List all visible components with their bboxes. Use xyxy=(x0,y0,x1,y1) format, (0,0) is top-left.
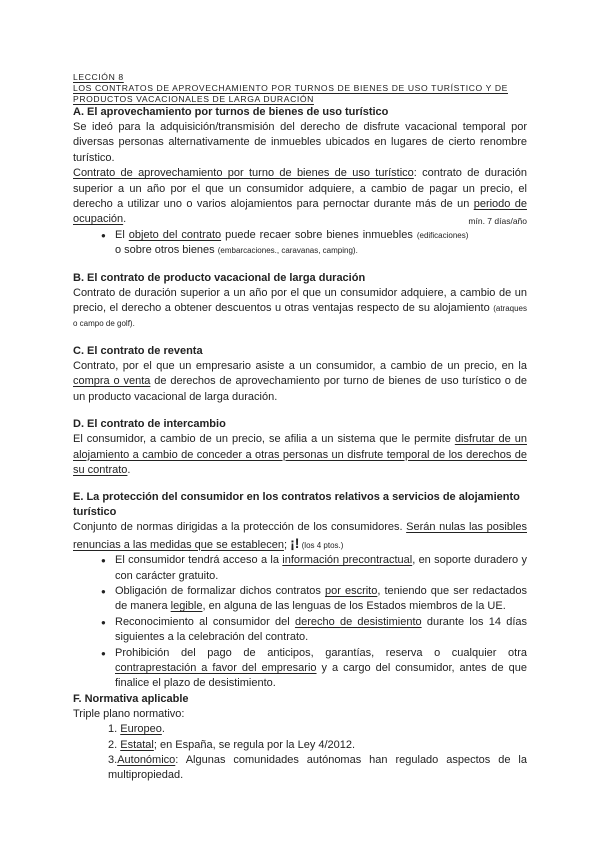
i1-post: . xyxy=(161,723,165,736)
section-f xyxy=(73,692,527,784)
b2-mid: , teniendo que ser redactados de manera xyxy=(115,584,528,613)
section-a-list xyxy=(73,228,527,259)
b1-post: , en soporte duradero y con carácter gratuito. xyxy=(115,554,527,582)
b1-pre: El consumidor tendrá acceso a la xyxy=(115,554,283,567)
item-number: 2. xyxy=(108,738,121,751)
section-d-text-1: El consumidor, a cambio de un precio, se afilia a un sistema que le permite xyxy=(73,433,455,446)
in-writing-term: por escrito xyxy=(324,584,378,597)
section-e-intro-text: Conjunto de normas dirigidas a la protección de los consumidores. xyxy=(73,521,407,534)
i3-post: : Algunas comunidades autónomas han regulado aspectos de la multipropiedad. xyxy=(108,754,527,782)
list-item xyxy=(101,615,527,646)
definition-end: . xyxy=(123,213,127,226)
section-c xyxy=(73,344,527,405)
points-note: (los 4 ptos.) xyxy=(299,540,344,550)
section-b-heading: B. El contrato de producto vacacional de larga duración xyxy=(73,271,366,284)
buy-sell-term: compra o venta xyxy=(73,375,151,388)
b4-post: y a cargo del consumidor, antes de que finalice el plazo de desistimiento. xyxy=(115,661,527,690)
definition-text: : contrato de duración superior a un año por el que un consumidor adquiere, a cambio de pagar un precio, el derecho a utilizar uno o varios alojamientos para pernoctar durante más de un xyxy=(73,167,527,211)
section-e-list xyxy=(73,553,527,692)
b2-pre: Obligación de formalizar dichos contratos xyxy=(115,584,325,597)
section-f-intro: Triple plano normativo: xyxy=(73,707,185,720)
section-d-text-2: . xyxy=(127,463,131,476)
section-e-intro-sep: ; xyxy=(283,538,291,551)
section-e-heading: E. La protección del consumidor en los contratos relativos a servicios de alojamiento turístico xyxy=(73,491,520,519)
section-a-paragraph-1: Se ideó para la adquisición/transmisión del derecho de disfrute vacacional temporal por diversas personas alternativamente de inmuebles ubicados en lugares de cierto renombre turístico. xyxy=(73,121,527,164)
regional-term: Autonómico xyxy=(117,754,176,766)
section-c-text-2: de derechos de aprovechamiento por turno de bienes de uso turístico o de un producto vacacional de larga duración. xyxy=(73,375,527,403)
section-b-text: Contrato de duración superior a un año por el que un consumidor adquiere, a cambio de un precio, el derecho a obtener descuentos u otras ventajas respecto de su alojamiento xyxy=(73,286,527,315)
contract-object-term: objeto del contrato xyxy=(128,228,222,241)
exclamation-mark: ¡! xyxy=(290,534,300,551)
bullet-text: puede recaer sobre bienes inmuebles xyxy=(221,228,417,241)
consideration-term: contraprestación a favor del empresario xyxy=(115,661,317,674)
nullity-term: Serán nulas las posibles renuncias a las medidas que se establecen xyxy=(73,521,527,551)
list-item xyxy=(101,228,527,259)
state-term: Estatal xyxy=(120,738,154,751)
section-a-heading: A. El aprovechamiento por turnos de bienes de uso turístico xyxy=(73,106,389,118)
precontractual-info-term: información precontractual xyxy=(282,554,413,567)
section-b-paragraph xyxy=(73,286,527,332)
section-a-paragraph-2 xyxy=(73,166,527,228)
definition-term: Contrato de aprovechamiento por turno de bienes de uso turístico xyxy=(73,167,414,180)
bullet-note-2: (embarcaciones., caravanas, camping). xyxy=(217,246,358,256)
list-item xyxy=(101,646,527,692)
b4-pre: Prohibición del pago de anticipos, garantías, reserva o cualquier otra xyxy=(115,646,527,659)
bullet-text-2: o sobre otros bienes xyxy=(115,244,218,257)
section-d-heading: D. El contrato de intercambio xyxy=(73,418,226,431)
withdrawal-right-term: derecho de desistimiento xyxy=(294,615,422,628)
section-e xyxy=(73,490,527,691)
section-f-heading: F. Normativa aplicable xyxy=(73,692,189,705)
list-item xyxy=(101,553,527,584)
legible-term: legible xyxy=(170,600,203,613)
section-b xyxy=(73,271,527,332)
section-d xyxy=(73,417,527,478)
b3-pre: Reconocimiento al consumidor del xyxy=(115,615,295,628)
b2-post: , en alguna de las lenguas de los Estados miembros de la UE. xyxy=(202,600,506,613)
section-c-text-1: Contrato, por el que un empresario asiste a un consumidor, a cambio de un precio, en la xyxy=(73,359,527,372)
occupation-period-term: periodo de ocupación xyxy=(73,198,527,226)
section-e-intro xyxy=(73,520,527,553)
section-c-heading: C. El contrato de reventa xyxy=(73,344,203,357)
i2-post: ; en España, se regula por la Ley 4/2012. xyxy=(153,738,356,751)
section-f-list xyxy=(73,722,527,784)
section-a xyxy=(73,105,527,259)
list-item xyxy=(101,584,527,615)
exchange-term: disfrutar de un alojamiento a cambio de conceder a otras personas un disfrute temporal de los derechos de su contrato xyxy=(73,433,527,476)
lesson-title: LOS CONTRATOS DE APROVECHAMIENTO POR TURNOS DE BIENES DE USO TURÍSTICO Y DE PRODUCTOS VACACIONALES DE LARGA DURACIÓN xyxy=(73,83,508,104)
section-b-note: (atraques o campo de golf). xyxy=(73,304,527,329)
item-number: 3. xyxy=(108,754,118,766)
bullet-note-1: (edificaciones) xyxy=(416,230,469,240)
handwritten-note: mín. 7 días/año xyxy=(468,216,527,227)
section-d-paragraph xyxy=(73,432,527,478)
lesson-label: LECCIÓN 8 xyxy=(73,72,124,82)
b3-post: durante los 14 días siguientes a la celebración del contrato. xyxy=(115,615,527,644)
european-term: Europeo xyxy=(120,723,162,736)
item-number: 1. xyxy=(108,723,121,736)
list-item xyxy=(108,753,527,784)
list-item xyxy=(108,722,527,737)
list-item xyxy=(108,738,527,753)
bullet-prefix: El xyxy=(115,228,129,241)
section-c-paragraph xyxy=(73,359,527,405)
